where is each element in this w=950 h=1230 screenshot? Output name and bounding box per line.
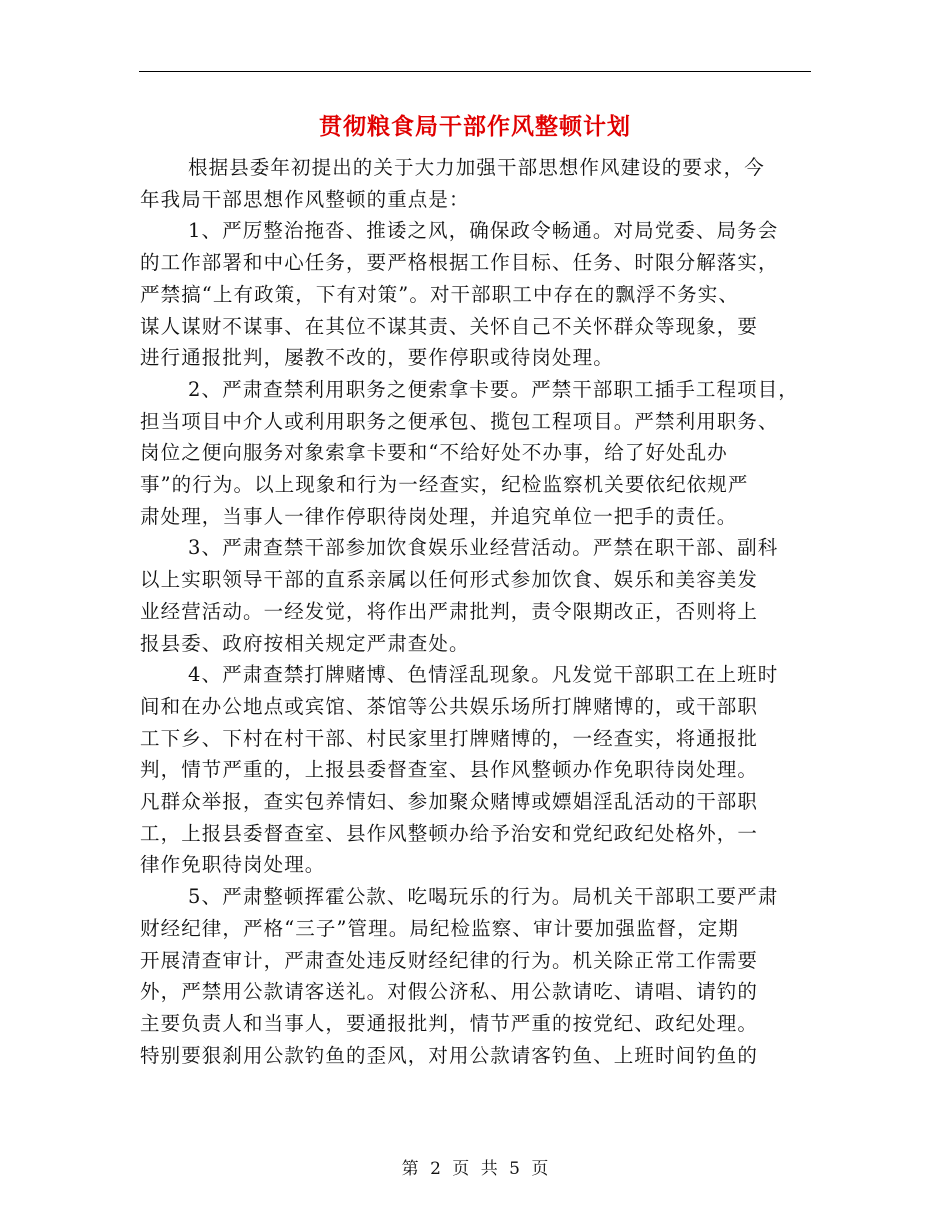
- body-line: 事”的行为。以上现象和行为一经查实，纪检监察机关要依纪依规严: [140, 473, 749, 496]
- body-line: 凡群众举报，查实包养情妇、参加聚众赌博或嫖娼淫乱活动的干部职: [140, 790, 759, 813]
- body-line: 谋人谋财不谋事、在其位不谋其责、关怀自己不关怀群众等现象，要: [140, 314, 759, 338]
- document-title: 贯彻粮食局干部作风整顿计划: [319, 113, 631, 140]
- body-line: 1、严厉整治拖沓、推诿之风，确保政令畅通。对局党委、局务会: [188, 219, 779, 243]
- body-line: 业经营活动。一经发觉，将作出严肃批判，责令限期改正，否则将上: [140, 599, 759, 623]
- body-line: 特别要狠刹用公款钓鱼的歪风，对用公款请客钓鱼、上班时间钓鱼的: [140, 1043, 759, 1067]
- body-line: 肃处理，当事人一律作停职待岗处理，并追究单位一把手的责任。: [140, 504, 738, 528]
- body-line: 判，情节严重的，上报县委督查室、县作风整顿办作免职待岗处理。: [140, 758, 759, 782]
- body-line: 严禁搞“上有政策，下有对策”。对干部职工中存在的飘浮不务实、: [140, 282, 739, 306]
- body-line: 2、严肃查禁利用职务之便索拿卡要。严禁干部职工插手工程项目，: [188, 377, 799, 401]
- body-line: 间和在办公地点或宾馆、茶馆等公共娱乐场所打牌赌博的，或干部职: [140, 694, 759, 718]
- body-line: 年我局干部思想作风整顿的重点是：: [140, 187, 470, 211]
- body-line: 5、严肃整顿挥霍公款、吃喝玩乐的行为。局机关干部职工要严肃: [188, 885, 779, 909]
- page-footer: 第 2 页 共 5 页: [401, 1159, 549, 1179]
- body-line: 工，上报县委督查室、县作风整顿办给予治安和党纪政纪处格外，一: [140, 821, 759, 845]
- body-line: 以上实职领导干部的直系亲属以任何形式参加饮食、娱乐和美容美发: [140, 568, 759, 592]
- header-rule: [139, 71, 811, 72]
- body-line: 担当项目中介人或利用职务之便承包、揽包工程项目。严禁利用职务、: [140, 409, 779, 433]
- body-line: 4、严肃查禁打牌赌博、色情淫乱现象。凡发觉干部职工在上班时: [188, 663, 779, 687]
- body-line: 报县委、政府按相关规定严肃查处。: [140, 631, 470, 655]
- body-line: 工下乡、下村在村干部、村民家里打牌赌博的，一经查实，将通报批: [140, 726, 759, 750]
- body-line: 岗位之便向服务对象索拿卡要和“不给好处不办事，给了好处乱办: [140, 441, 728, 465]
- body-line: 财经纪律，严格“三子”管理。局纪检监察、审计要加强监督，定期: [140, 916, 739, 940]
- body-line: 进行通报批判，屡教不改的，要作停职或待岗处理。: [140, 346, 614, 370]
- body-line: 主要负责人和当事人，要通报批判，情节严重的按党纪、政纪处理。: [140, 1011, 759, 1035]
- body-line: 外，严禁用公款请客送礼。对假公济私、用公款请吃、请唱、请钓的: [140, 980, 759, 1004]
- body-line: 的工作部署和中心任务，要严格根据工作目标、任务、时限分解落实，: [140, 251, 779, 275]
- body-line: 开展清查审计，严肃查处违反财经纪律的行为。机关除正常工作需要: [140, 948, 759, 972]
- body-line: 3、严肃查禁干部参加饮食娱乐业经营活动。严禁在职干部、副科: [188, 536, 779, 560]
- body-line: 根据县委年初提出的关于大力加强干部思想作风建设的要求，今: [188, 156, 765, 179]
- body-line: 律作免职待岗处理。: [140, 853, 326, 877]
